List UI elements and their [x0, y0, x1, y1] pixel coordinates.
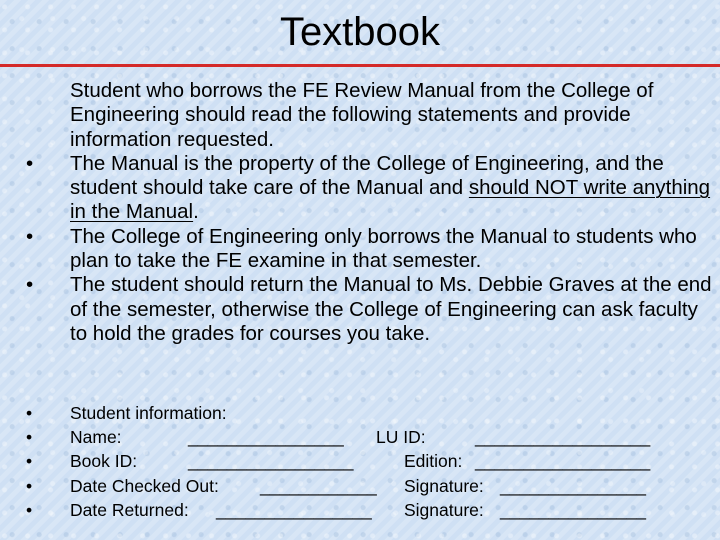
bookid-field[interactable]: _________________ — [188, 451, 354, 472]
title-divider — [0, 64, 720, 67]
returned-label: Date Returned: — [70, 499, 189, 520]
bullet-text-end: . — [193, 200, 199, 224]
returned-field[interactable]: ________________ — [216, 499, 372, 520]
bullet-dot: • — [26, 151, 34, 175]
no-writing-notice: should NOT write anything in the Manual — [70, 176, 711, 224]
form-row-heading — [22, 401, 712, 425]
bullet-property — [22, 152, 712, 225]
bullet-text: The student should return the Manual to Ms. Debbie Graves at the end of the semester, otherwise the College of Engineering can ask faculty to hold the grades for courses you take. — [70, 273, 712, 345]
checked-out-field[interactable]: ____________ — [260, 475, 377, 496]
signature-out-label: Signature: — [404, 475, 484, 496]
bullet-dot: • — [26, 403, 33, 423]
name-label: Name: — [70, 427, 122, 448]
signature-return-label: Signature: — [404, 499, 484, 520]
bullet-dot: • — [26, 499, 33, 520]
bullet-dot: • — [26, 224, 34, 248]
intro-paragraph: Student who borrows the FE Review Manual from the College of Engineering should read the following statements and provide information requested. — [70, 79, 654, 151]
bullet-dot: • — [26, 273, 34, 297]
form-row-return — [22, 498, 712, 522]
student-info-form — [22, 401, 712, 522]
bullet-dot: • — [26, 451, 33, 472]
form-row-book — [22, 449, 712, 473]
checked-out-label: Date Checked Out: — [70, 475, 219, 496]
edition-label: Edition: — [404, 451, 463, 472]
form-heading: Student information: — [70, 403, 227, 423]
bullet-borrow-policy — [22, 225, 712, 274]
signature-out-field[interactable]: _______________ — [500, 475, 646, 496]
bullet-text: The Manual is the property of the College of Engineering, and the student should take care of the Manual and — [70, 151, 664, 200]
name-field[interactable]: ________________ — [188, 427, 344, 448]
form-row-checkout — [22, 474, 712, 498]
bookid-label: Book ID: — [70, 451, 138, 472]
signature-return-field[interactable]: _______________ — [500, 499, 646, 520]
body-text — [22, 79, 712, 346]
bullet-dot: • — [26, 427, 33, 448]
bullet-return-policy — [22, 273, 712, 346]
form-row-name — [22, 425, 712, 449]
bullet-dot: • — [26, 475, 33, 496]
bullet-text: The College of Engineering only borrows the Manual to students who plan to take the FE examine in that semester. — [70, 224, 697, 273]
edition-field[interactable]: __________________ — [475, 451, 651, 472]
luid-label: LU ID: — [376, 427, 426, 448]
luid-field[interactable]: __________________ — [475, 427, 651, 448]
page-title: Textbook — [279, 10, 441, 54]
